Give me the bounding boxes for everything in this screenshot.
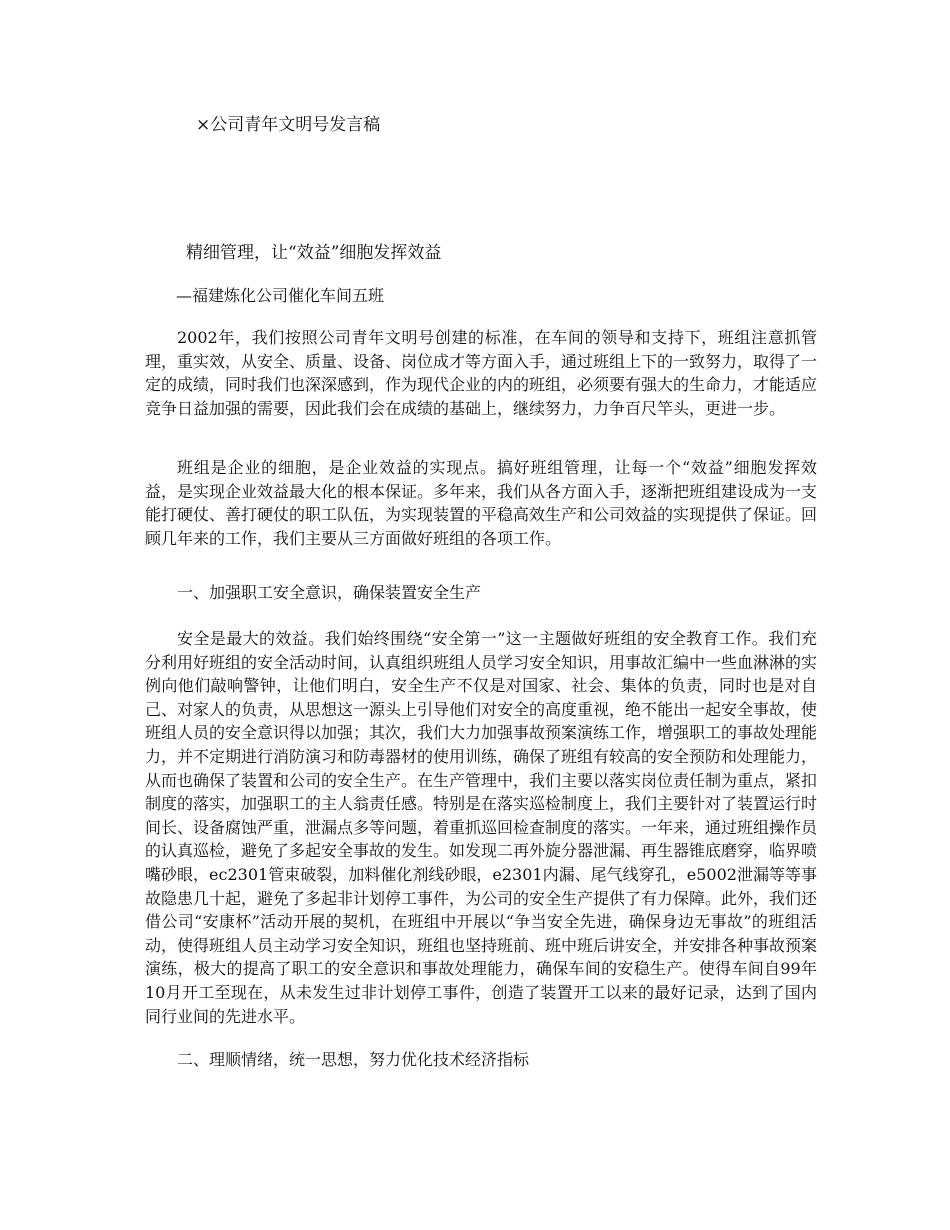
paragraph-intro: 2002年，我们按照公司青年文明号创建的标准，在车间的领导和支持下，班组注意抓管理，重实效，从安全、质量、设备、岗位成才等方面入手，通过班组上下的一致努力，取得了一定的成绩，同时我们也深深感到，作为现代企业的内的班组，必须要有强大的生命力，才能适应竞争日益加强的需要，因此我们会在成绩的基础上，继续努力，力争百尺竿头，更进一步。: [145, 328, 818, 418]
paragraph-safety: 安全是最大的效益。我们始终围绕“安全第一”这一主题做好班组的安全教育工作。我们充分利用好班组的安全活动时间，认真组织班组人员学习安全知识，用事故汇编中一些血淋淋的实例向他们敲响警钟，让他们明白，安全生产不仅是对国家、社会、集体的负责，同时也是对自己、对家人的负责，从思想这一源头上引导他们对安全的高度重视，绝不能出一起安全事故，使班组人员的安全意识得以加强；其次，我们大力加强事故预案演练工作，增强职工的事故处理能力，并不定期进行消防演习和防毒器材的使用训练，确保了班组有较高的安全预防和处理能力，从而也确保了装置和公司的安全生产。在生产管理中，我们主要以落实岗位责任制为重点，紧扣制度的落实，加强职工的主人翁责任感。特别是在落实巡检制度上，我们主要针对了装置运行时间长、设备腐蚀严重，泄漏点多等问题，着重抓巡回检查制度的落实。一年来，通过班组操作员的认真巡检，避免了多起安全事故的发生。如发现二再外旋分器泄漏、再生器锥底磨穿，临界喷嘴砂眼，ec2301管束破裂，加料催化剂线砂眼，e2301内漏、尾气线穿孔，e5002泄漏等等事故隐患几十起，避免了多起非计划停工事件，为公司的安全生产提供了有力保障。此外，我们还借公司“安康杯”活动开展的契机，在班组中开展以“争当安全先进，确保身边无事故”的班组活动，使得班组人员主动学习安全知识，班组也坚持班前、班中班后讲安全，并安排各种事故预案演练，极大的提高了职工的安全意识和事故处理能力，确保车间的安稳生产。使得车间自99年10月开工至现在，从未发生过非计划停工事件，创造了装置开工以来的最好记录，达到了国内同行业间的先进水平。: [145, 629, 818, 1026]
section-title-indicators: 二、理顺情绪，统一思想，努力优化技术经济指标: [177, 1050, 530, 1069]
paragraph-overview: 班组是企业的细胞，是企业效益的实现点。搞好班组管理，让每一个“效益”细胞发挥效益，是实现企业效益最大化的根本保证。多年来，我们从各方面入手，逐渐把班组建设成为一支能打硬仗、善打硬仗的职工队伍，为实现装置的平稳高效生产和公司效益的实现提供了保证。回顾几年来的工作，我们主要从三方面做好班组的各项工作。: [145, 458, 818, 548]
speech-byline: —福建炼化公司催化车间五班: [176, 286, 385, 305]
document-title: ×公司青年文明号发言稿: [196, 115, 381, 135]
speech-heading: 精细管理，让“效益”细胞发挥效益: [186, 243, 442, 263]
section-title-safety: 一、加强职工安全意识，确保装置安全生产: [177, 583, 482, 602]
